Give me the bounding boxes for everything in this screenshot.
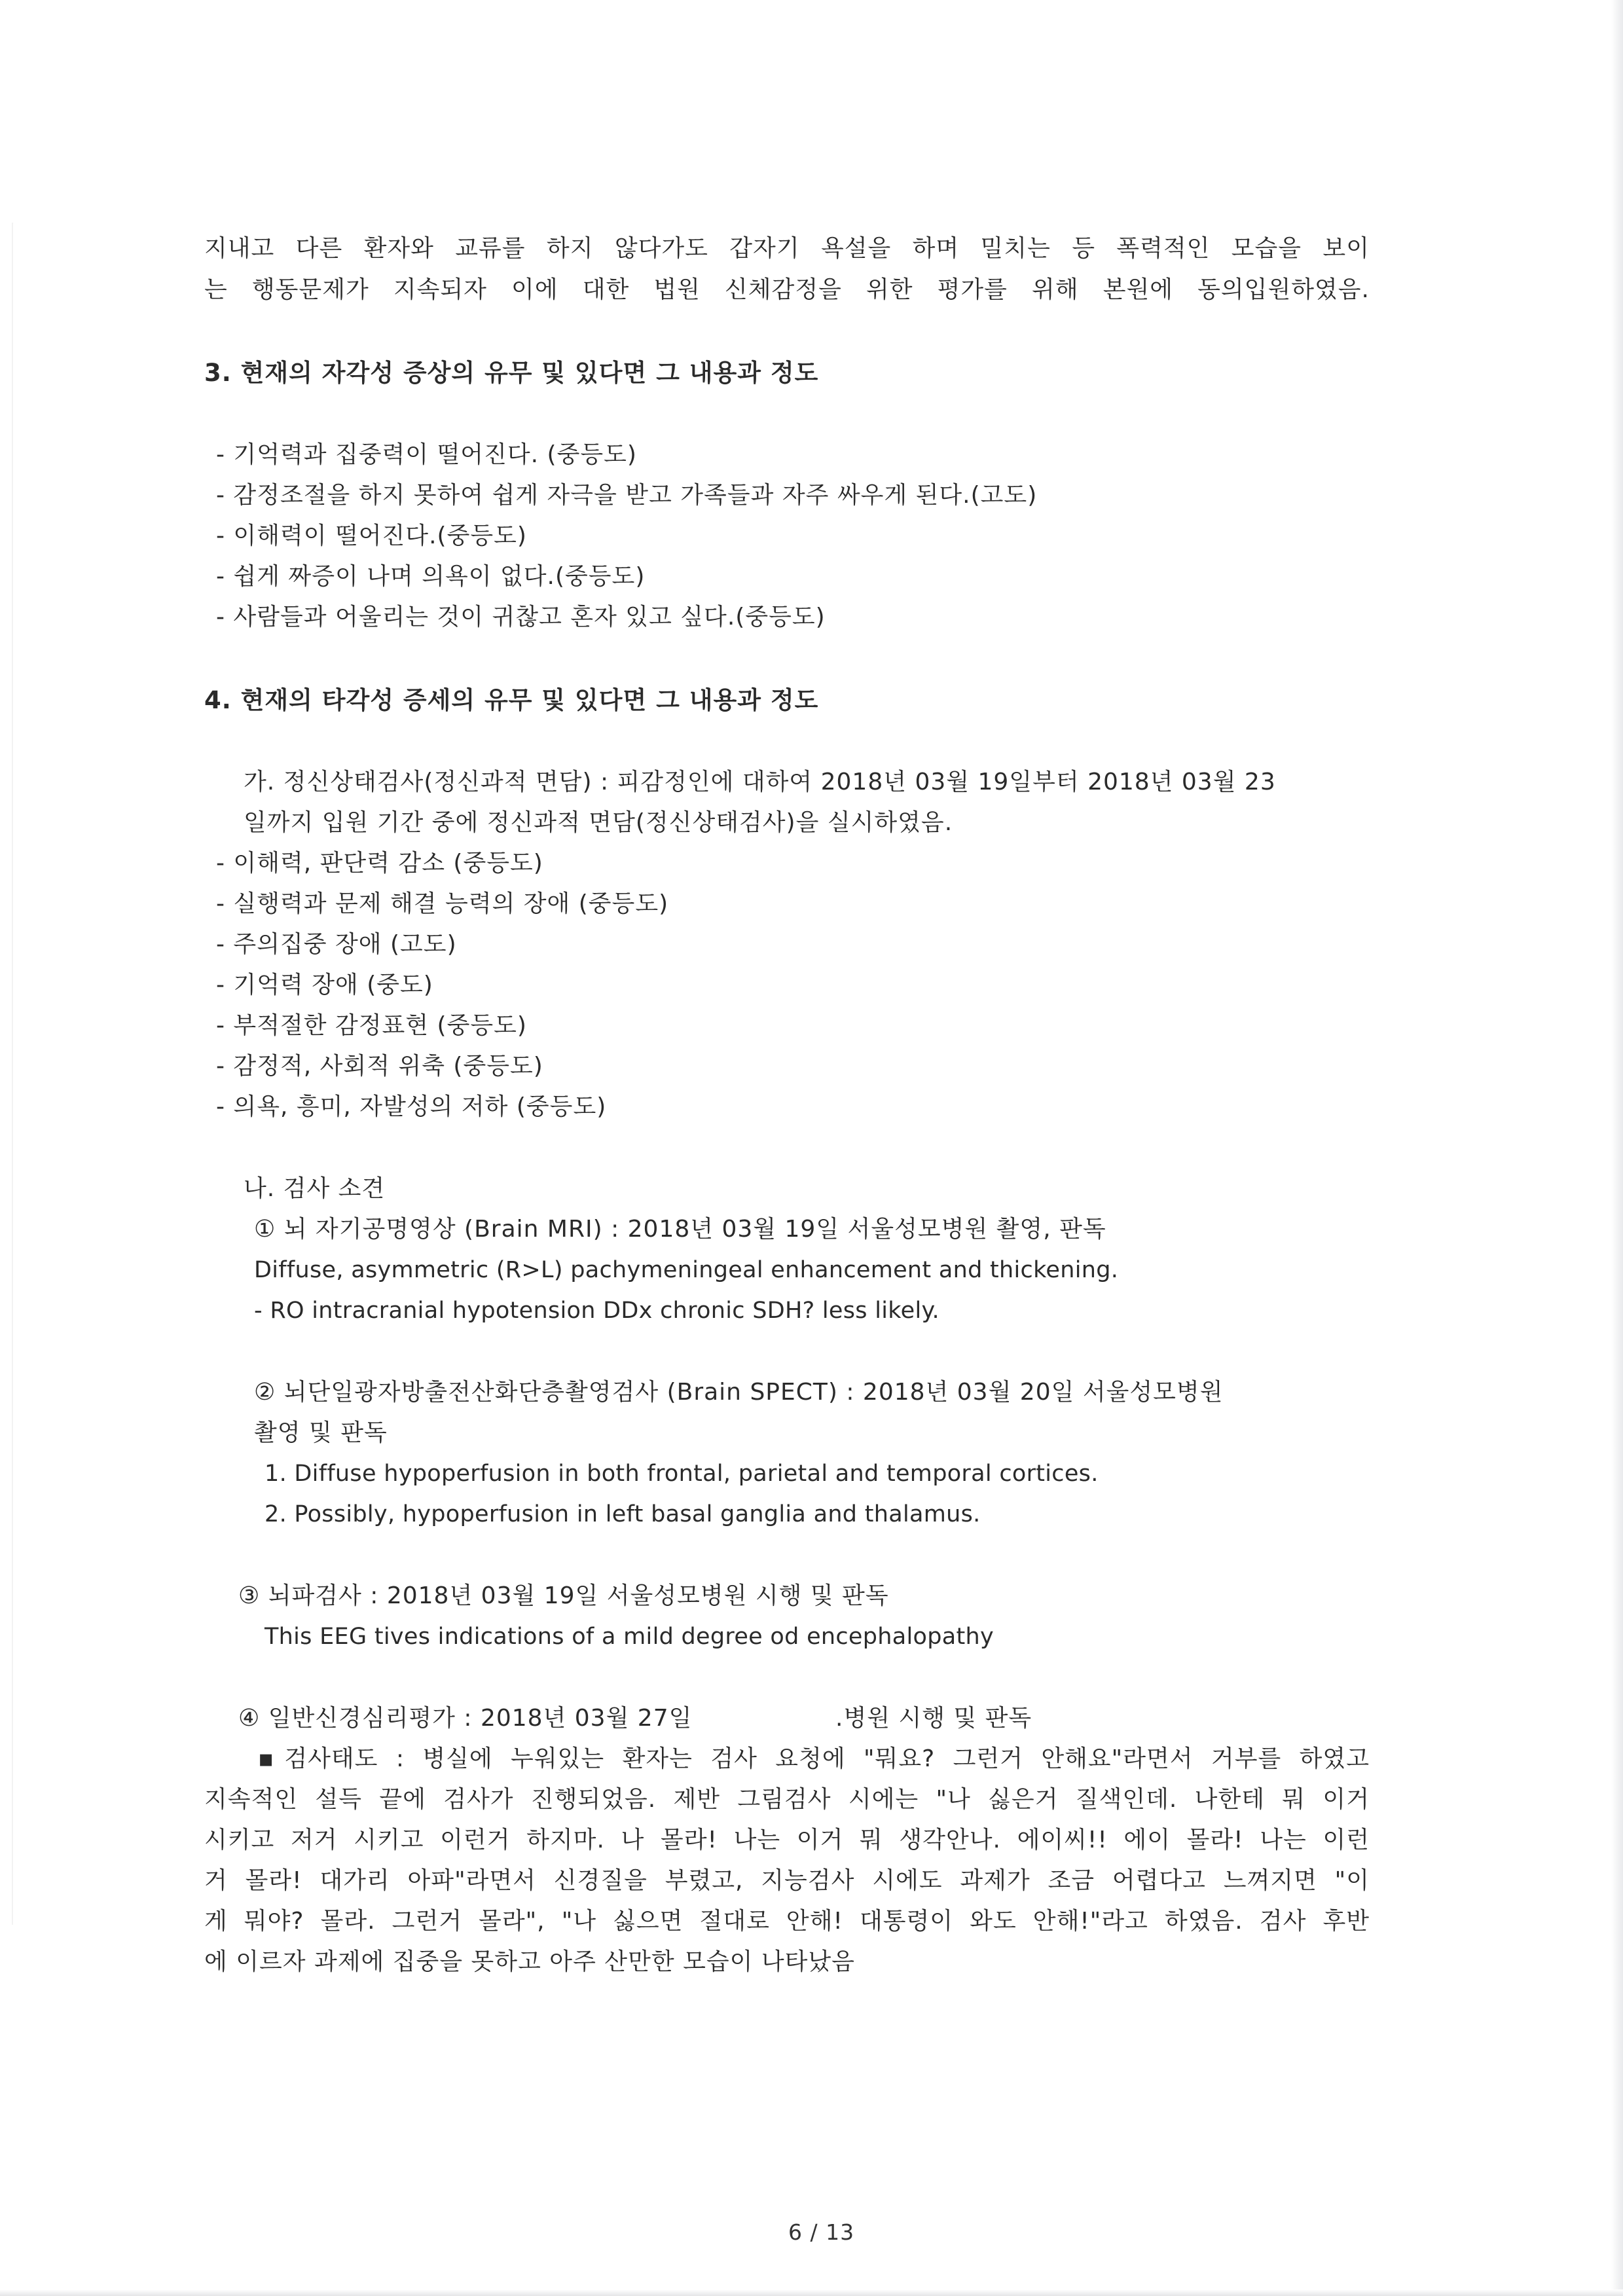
test-attitude-line: 게 뭐야? 몰라. 그런거 몰라", "나 싫으면 절대로 안해! 대통령이 와도 안해!"라고 하였음. 검사 후반 [204, 1908, 1370, 1935]
brain-spect-finding-2: 2. Possibly, hypoperfusion in left basal ganglia and thalamus. [264, 1501, 981, 1527]
brain-spect-header: ② 뇌단일광자방출전산화단층촬영검사 (Brain SPECT) : 2018년 03월 20일 서울성모병원 [254, 1379, 1224, 1406]
test-attitude-line: ▪검사태도 : 병실에 누워있는 환자는 검사 요청에 "뭐요? 그런거 안해요"라면서 거부를 하였고 [258, 1745, 1370, 1772]
page-edge-shadow-bottom [0, 2289, 1623, 2296]
scan-artifact-line [12, 223, 13, 1925]
section-3-item: - 감정조절을 하지 못하여 쉽게 자극을 받고 가족들과 자주 싸우게 된다.(고도) [216, 482, 1038, 509]
intro-line-2: 는 행동문제가 지속되자 이에 대한 법원 신체감정을 위한 평가를 위해 본원에 동의입원하였음. [204, 276, 1370, 303]
section-3-item: - 기억력과 집중력이 떨어진다. (중등도) [216, 441, 637, 468]
section-3-item: - 사람들과 어울리는 것이 귀찮고 혼자 있고 싶다.(중등도) [216, 604, 826, 630]
brain-mri-finding-2: - RO intracranial hypotension DDx chronic SDH? less likely. [254, 1298, 939, 1324]
section-3-item: - 이해력이 떨어진다.(중등도) [216, 522, 527, 549]
test-findings-title: 나. 검사 소견 [244, 1175, 386, 1202]
page-number: 6 / 13 [788, 2219, 855, 2245]
mental-status-exam-line-2: 일까지 입원 기간 중에 정신과적 면담(정신상태검사)을 실시하였음. [244, 809, 953, 836]
page-edge-shadow-right [1611, 0, 1623, 2296]
test-attitude-line: 에 이르자 과제에 집중을 못하고 아주 산만한 모습이 나타났음 [204, 1948, 855, 1975]
neuropsych-header: ④ 일반신경심리평가 : 2018년 03월 27일 [238, 1705, 693, 1732]
mental-status-finding: - 실행력과 문제 해결 능력의 장애 (중등도) [216, 890, 669, 917]
mental-status-exam-line-1: 가. 정신상태검사(정신과적 면담) : 피감정인에 대하여 2018년 03월 19일부터 2018년 03월 23 [244, 769, 1276, 795]
section-4-title: 4. 현재의 타각성 증세의 유무 및 있다면 그 내용과 정도 [204, 686, 819, 714]
brain-mri-finding-1: Diffuse, asymmetric (R>L) pachymeningeal enhancement and thickening. [254, 1257, 1119, 1283]
mental-status-finding: - 이해력, 판단력 감소 (중등도) [216, 850, 543, 877]
section-3-title: 3. 현재의 자각성 증상의 유무 및 있다면 그 내용과 정도 [204, 359, 819, 387]
eeg-finding: This EEG tives indications of a mild degree od encephalopathy [264, 1624, 994, 1650]
section-3-item: - 쉽게 짜증이 나며 의욕이 없다.(중등도) [216, 563, 646, 590]
mental-status-finding: - 감정적, 사회적 위축 (중등도) [216, 1053, 543, 1080]
test-attitude-line: 거 몰라! 대가리 아파"라면서 신경질을 부렸고, 지능검사 시에도 과제가 조금 어렵다고 느껴지면 "이 [204, 1867, 1370, 1894]
mental-status-finding: - 의욕, 흥미, 자발성의 저하 (중등도) [216, 1093, 607, 1120]
brain-mri-header: ① 뇌 자기공명영상 (Brain MRI) : 2018년 03월 19일 서울성모병원 촬영, 판독 [254, 1216, 1106, 1243]
brain-spect-finding-1: 1. Diffuse hypoperfusion in both frontal, parietal and temporal cortices. [264, 1461, 1099, 1487]
test-attitude-line: 지속적인 설득 끝에 검사가 진행되었음. 제반 그림검사 시에는 "나 싫은거 질색인데. 나한테 뭐 이거 [204, 1786, 1370, 1813]
mental-status-finding: - 부적절한 감정표현 (중등도) [216, 1012, 527, 1039]
intro-line-1: 지내고 다른 환자와 교류를 하지 않다가도 갑자기 욕설을 하며 밀치는 등 폭력적인 모습을 보이 [204, 235, 1370, 262]
brain-spect-header-cont: 촬영 및 판독 [254, 1419, 388, 1446]
test-attitude-line: 시키고 저거 시키고 이런거 하지마. 나 몰라! 나는 이거 뭐 생각안나. 에이씨!! 에이 몰라! 나는 이런 [204, 1827, 1370, 1853]
eeg-header: ③ 뇌파검사 : 2018년 03월 19일 서울성모병원 시행 및 판독 [238, 1582, 889, 1609]
mental-status-finding: - 기억력 장애 (중도) [216, 972, 433, 998]
mental-status-finding: - 주의집중 장애 (고도) [216, 931, 457, 958]
neuropsych-header-hospital: .병원 시행 및 판독 [835, 1705, 1032, 1732]
